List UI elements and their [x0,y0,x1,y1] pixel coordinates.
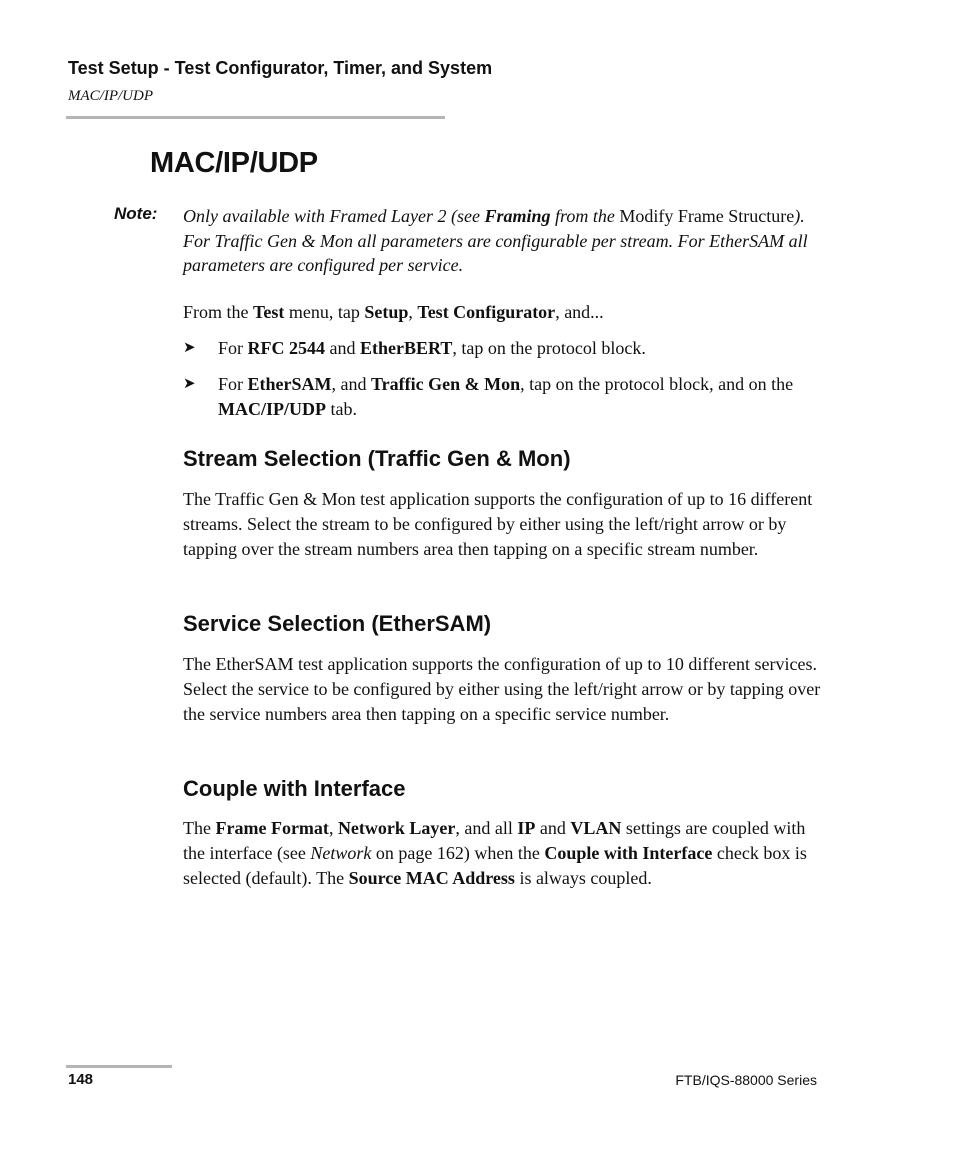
running-header-title: Test Setup - Test Configurator, Timer, and System [68,58,493,78]
service-selection-paragraph: The EtherSAM test application supports the configuration of up to 10 different services. Select the service to be configured by either using the left/right arrow or by tapping over the service numbers area then tapping on a specific service number. [183,654,821,724]
couple-with-interface-paragraph: The Frame Format, Network Layer, and all IP and VLAN settings are coupled with the interface (see Network on page 162) when the Couple with Interface check box is selected (default). The Source MAC Address is always coupled. [183,818,807,888]
note-text: Only available with Framed Layer 2 (see Framing from the Modify Frame Structure). For Traffic Gen & Mon all parameters are configurable per stream. For EtherSAM all parameters are configured per service. [183,206,808,275]
list-item: ➤ For RFC 2544 and EtherBERT, tap on the protocol block. [183,336,823,361]
page-number: 148 [68,1071,94,1088]
service-selection-heading: Service Selection (EtherSAM) [183,611,492,636]
list-item: ➤ For EtherSAM, and Traffic Gen & Mon, tap on the protocol block, and on the MAC/IP/UDP tab. [183,374,794,419]
arrow-bullet-icon: ➤ [183,340,196,356]
footer-product-name: FTB/IQS-88000 Series [675,1072,817,1088]
network-link[interactable]: Network [310,842,372,863]
footer-divider [66,1065,172,1068]
header-divider [66,116,445,119]
stream-selection-paragraph: The Traffic Gen & Mon test application supports the configuration of up to 16 different streams. Select the stream to be configured by either using the left/right arrow or by tapping over the stream numbers area then tapping on a specific stream number. [183,489,813,559]
note-label: Note: [114,204,158,223]
stream-selection-heading: Stream Selection (Traffic Gen & Mon) [183,446,571,471]
couple-with-interface-heading: Couple with Interface [183,776,406,801]
running-header-subtitle: MAC/IP/UDP [68,88,153,104]
intro-paragraph: From the Test menu, tap Setup, Test Configurator, and... [183,302,604,322]
arrow-bullet-icon: ➤ [183,376,196,392]
page-heading: MAC/IP/UDP [150,147,318,179]
